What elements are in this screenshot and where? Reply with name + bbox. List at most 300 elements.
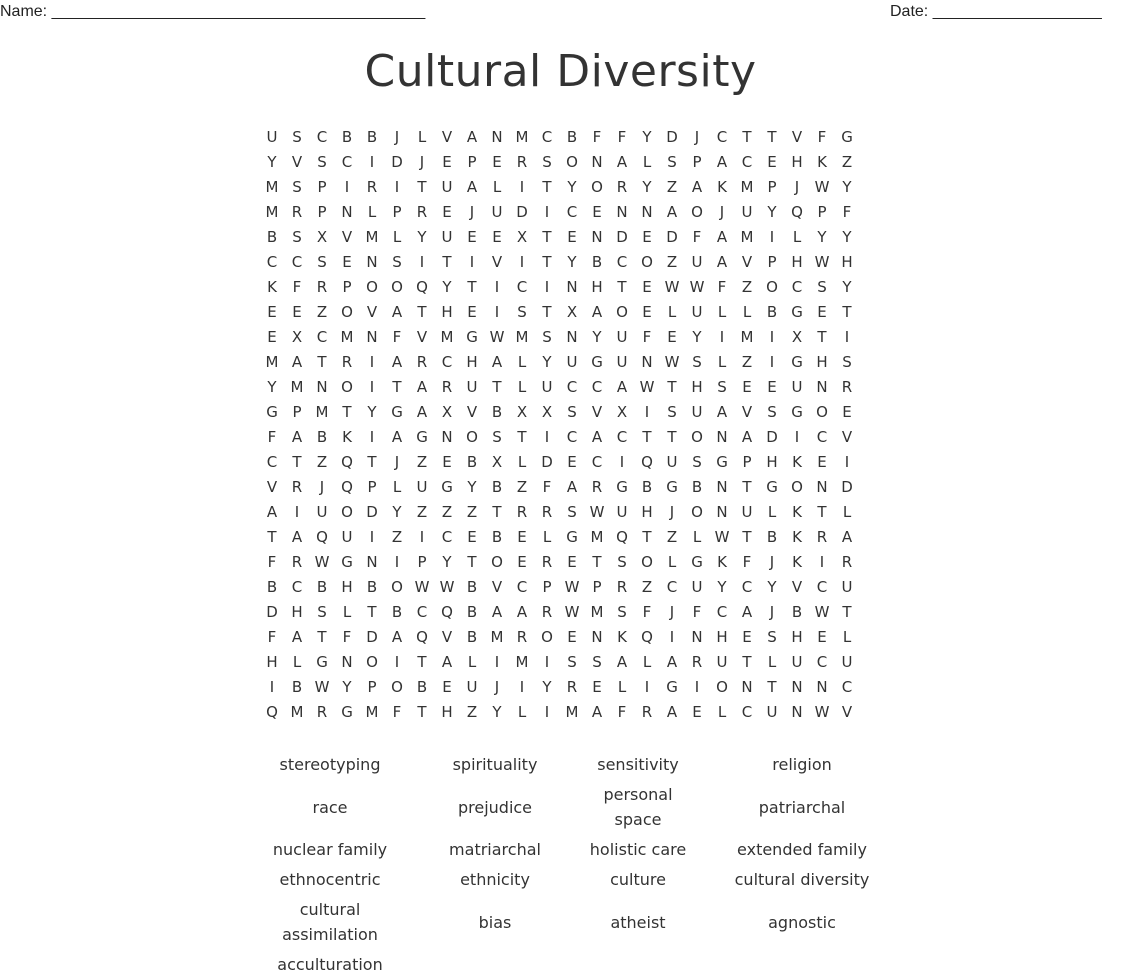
grid-letter: M: [265, 178, 279, 196]
grid-letter: T: [417, 653, 427, 671]
grid-letter: R: [541, 503, 553, 521]
grid-letter: E: [642, 278, 652, 296]
grid-letter: E: [817, 628, 827, 646]
grid-letter: P: [367, 478, 377, 496]
grid-letter: G: [441, 478, 453, 496]
grid-letter: Q: [266, 703, 278, 721]
grid-letter: G: [791, 403, 803, 421]
grid-letter: B: [416, 678, 428, 696]
grid-letter: Y: [492, 703, 502, 721]
word-list-item: extended family: [737, 839, 867, 859]
grid-letter: Z: [466, 503, 478, 521]
grid-letter: E: [517, 528, 527, 546]
grid-letter: I: [419, 253, 425, 271]
grid-letter: I: [394, 553, 400, 571]
grid-letter: T: [817, 328, 827, 346]
grid-letter: Y: [342, 678, 352, 696]
grid-letter: Y: [367, 403, 377, 421]
grid-letter: D: [266, 603, 278, 621]
word-list-item: cultural diversity: [734, 869, 870, 889]
grid-letter: E: [842, 403, 852, 421]
grid-letter: A: [741, 428, 753, 446]
grid-letter: N: [741, 678, 753, 696]
grid-letter: E: [642, 303, 652, 321]
grid-letter: F: [642, 603, 652, 621]
grid-letter: L: [542, 528, 552, 546]
date-field[interactable]: Date: ___________________: [890, 3, 1102, 20]
grid-letter: E: [492, 228, 502, 246]
grid-letter: L: [342, 603, 352, 621]
grid-letter: R: [816, 528, 828, 546]
grid-letter: W: [489, 328, 505, 346]
grid-letter: V: [441, 628, 453, 646]
grid-letter: A: [741, 603, 753, 621]
grid-letter: N: [591, 628, 603, 646]
grid-letter: I: [669, 628, 675, 646]
grid-letter: V: [491, 578, 503, 596]
grid-letter: B: [466, 453, 478, 471]
grid-letter: K: [792, 503, 802, 521]
grid-letter: R: [641, 703, 653, 721]
grid-letter: I: [844, 453, 850, 471]
grid-letter: H: [466, 353, 478, 371]
grid-letter: T: [317, 353, 327, 371]
grid-letter: R: [316, 703, 328, 721]
grid-letter: P: [342, 278, 352, 296]
grid-letter: Y: [817, 228, 827, 246]
grid-letter: B: [766, 528, 778, 546]
grid-letter: V: [741, 403, 753, 421]
grid-letter: G: [666, 678, 678, 696]
grid-letter: W: [814, 253, 830, 271]
grid-letter: D: [366, 503, 378, 521]
grid-letter: Y: [842, 278, 852, 296]
grid-letter: H: [791, 153, 803, 171]
grid-letter: B: [466, 628, 478, 646]
grid-letter: O: [591, 178, 603, 196]
grid-letter: S: [292, 178, 302, 196]
grid-letter: M: [340, 328, 354, 346]
grid-letter: N: [366, 253, 378, 271]
grid-letter: J: [794, 178, 800, 196]
grid-letter: C: [741, 153, 753, 171]
grid-letter: C: [816, 653, 828, 671]
grid-letter: I: [544, 278, 550, 296]
grid-letter: A: [391, 353, 403, 371]
grid-letter: Y: [542, 678, 552, 696]
grid-letter: Z: [666, 253, 678, 271]
grid-letter: M: [365, 228, 379, 246]
grid-letter: I: [844, 328, 850, 346]
word-list-item: religion: [772, 754, 832, 774]
grid-letter: Q: [341, 453, 353, 471]
grid-letter: O: [641, 253, 653, 271]
grid-letter: O: [691, 203, 703, 221]
grid-letter: V: [491, 253, 503, 271]
grid-letter: I: [269, 678, 275, 696]
grid-letter: L: [517, 353, 527, 371]
grid-letter: H: [266, 653, 278, 671]
grid-letter: U: [841, 578, 853, 596]
grid-letter: C: [566, 428, 578, 446]
grid-letter: X: [541, 403, 553, 421]
name-field[interactable]: Name: __________________________________________: [0, 3, 426, 20]
grid-letter: U: [791, 653, 803, 671]
grid-letter: L: [717, 303, 727, 321]
grid-letter: S: [692, 353, 702, 371]
grid-letter: T: [517, 428, 527, 446]
grid-letter: L: [392, 228, 402, 246]
grid-letter: N: [791, 703, 803, 721]
word-list-item: prejudice: [457, 797, 533, 817]
grid-letter: N: [441, 428, 453, 446]
grid-letter: W: [664, 353, 680, 371]
grid-letter: C: [291, 578, 303, 596]
grid-letter: P: [317, 203, 327, 221]
grid-letter: S: [567, 503, 577, 521]
word-list-item: culture: [610, 869, 666, 889]
grid-letter: V: [791, 128, 803, 146]
grid-letter: O: [391, 278, 403, 296]
grid-letter: T: [467, 553, 477, 571]
grid-letter: F: [717, 278, 727, 296]
grid-letter: N: [591, 153, 603, 171]
word-list-item: agnostic: [768, 912, 836, 932]
grid-letter: Y: [767, 203, 777, 221]
grid-letter: X: [616, 403, 628, 421]
grid-letter: A: [266, 503, 278, 521]
grid-letter: D: [841, 478, 853, 496]
grid-letter: U: [791, 378, 803, 396]
grid-letter: A: [616, 378, 628, 396]
grid-letter: B: [266, 228, 278, 246]
grid-letter: F: [392, 703, 402, 721]
grid-letter: A: [616, 153, 628, 171]
grid-letter: G: [341, 703, 353, 721]
grid-letter: Y: [267, 153, 277, 171]
grid-letter: I: [544, 428, 550, 446]
grid-letter: P: [467, 153, 477, 171]
grid-letter: Q: [441, 603, 453, 621]
grid-letter: U: [441, 178, 453, 196]
grid-letter: L: [717, 353, 727, 371]
grid-letter: S: [667, 403, 677, 421]
word-list-item: ethnicity: [460, 869, 530, 889]
grid-letter: F: [542, 478, 552, 496]
grid-letter: J: [394, 128, 400, 146]
grid-letter: P: [767, 253, 777, 271]
grid-letter: T: [417, 178, 427, 196]
grid-letter: T: [267, 528, 277, 546]
grid-letter: W: [639, 378, 655, 396]
grid-letter: T: [842, 303, 852, 321]
grid-letter: E: [292, 303, 302, 321]
grid-letter: J: [769, 553, 775, 571]
grid-letter: R: [841, 378, 853, 396]
grid-letter: T: [767, 678, 777, 696]
grid-letter: E: [267, 328, 277, 346]
grid-letter: I: [719, 328, 725, 346]
grid-letter: C: [791, 278, 803, 296]
grid-letter: A: [491, 353, 503, 371]
grid-letter: W: [564, 578, 580, 596]
grid-letter: S: [842, 353, 852, 371]
grid-letter: U: [691, 578, 703, 596]
grid-letter: P: [392, 203, 402, 221]
grid-letter: E: [267, 303, 277, 321]
grid-letter: W: [314, 678, 330, 696]
grid-letter: O: [391, 578, 403, 596]
word-list-item: matriarchal: [449, 839, 541, 859]
grid-letter: F: [592, 128, 602, 146]
grid-letter: Z: [416, 503, 428, 521]
grid-letter: I: [519, 178, 525, 196]
grid-letter: F: [642, 328, 652, 346]
grid-letter: R: [566, 678, 578, 696]
grid-letter: B: [791, 603, 803, 621]
grid-letter: F: [342, 628, 352, 646]
word-list-item: sensitivity: [597, 754, 679, 774]
grid-letter: P: [367, 678, 377, 696]
grid-letter: A: [841, 528, 853, 546]
grid-letter: S: [517, 303, 527, 321]
grid-letter: Z: [641, 578, 653, 596]
grid-letter: G: [666, 478, 678, 496]
grid-letter: C: [266, 453, 278, 471]
grid-letter: A: [466, 178, 478, 196]
grid-letter: O: [616, 303, 628, 321]
grid-letter: A: [616, 653, 628, 671]
grid-letter: T: [367, 603, 377, 621]
grid-letter: V: [841, 428, 853, 446]
grid-letter: H: [791, 253, 803, 271]
grid-letter: S: [392, 253, 402, 271]
grid-letter: L: [517, 453, 527, 471]
grid-letter: N: [691, 628, 703, 646]
grid-letter: G: [316, 653, 328, 671]
grid-letter: T: [342, 403, 352, 421]
grid-letter: A: [291, 528, 303, 546]
grid-letter: J: [769, 603, 775, 621]
grid-letter: K: [342, 428, 352, 446]
grid-letter: C: [741, 703, 753, 721]
grid-letter: F: [842, 203, 852, 221]
grid-letter: O: [816, 403, 828, 421]
grid-letter: M: [265, 353, 279, 371]
grid-letter: A: [291, 353, 303, 371]
grid-letter: B: [466, 578, 478, 596]
grid-letter: C: [591, 453, 603, 471]
grid-letter: H: [716, 628, 728, 646]
word-list-item: holistic care: [589, 839, 687, 859]
word-list-item: stereotyping: [279, 754, 381, 774]
grid-letter: R: [516, 628, 528, 646]
grid-letter: A: [591, 303, 603, 321]
grid-letter: H: [591, 278, 603, 296]
grid-letter: U: [741, 203, 753, 221]
grid-letter: H: [791, 628, 803, 646]
grid-letter: B: [491, 528, 503, 546]
grid-letter: K: [792, 528, 802, 546]
grid-letter: O: [366, 278, 378, 296]
grid-letter: I: [694, 678, 700, 696]
grid-letter: M: [740, 228, 754, 246]
grid-letter: L: [792, 228, 802, 246]
grid-letter: P: [317, 178, 327, 196]
grid-letter: C: [266, 253, 278, 271]
grid-letter: R: [316, 278, 328, 296]
grid-letter: L: [667, 553, 677, 571]
grid-letter: O: [341, 503, 353, 521]
grid-letter: C: [441, 353, 453, 371]
grid-letter: T: [317, 628, 327, 646]
grid-letter: J: [469, 203, 475, 221]
grid-letter: M: [365, 703, 379, 721]
grid-letter: L: [767, 503, 777, 521]
grid-letter: B: [466, 603, 478, 621]
grid-letter: C: [566, 378, 578, 396]
grid-letter: R: [516, 503, 528, 521]
grid-letter: Q: [416, 628, 428, 646]
grid-letter: P: [767, 178, 777, 196]
grid-letter: R: [366, 178, 378, 196]
grid-letter: I: [369, 428, 375, 446]
grid-letter: N: [591, 228, 603, 246]
grid-letter: O: [341, 303, 353, 321]
grid-letter: N: [566, 278, 578, 296]
grid-letter: I: [794, 428, 800, 446]
grid-letter: E: [467, 228, 477, 246]
grid-letter: T: [492, 378, 502, 396]
grid-letter: E: [817, 303, 827, 321]
grid-letter: I: [769, 353, 775, 371]
grid-letter: M: [740, 178, 754, 196]
grid-letter: O: [341, 378, 353, 396]
grid-letter: O: [641, 553, 653, 571]
grid-letter: J: [719, 203, 725, 221]
grid-letter: O: [541, 628, 553, 646]
grid-letter: C: [516, 278, 528, 296]
grid-letter: Y: [642, 178, 652, 196]
grid-letter: S: [317, 603, 327, 621]
grid-letter: S: [542, 328, 552, 346]
grid-letter: Y: [467, 478, 477, 496]
grid-letter: W: [714, 528, 730, 546]
grid-letter: H: [291, 603, 303, 621]
grid-letter: S: [492, 428, 502, 446]
grid-letter: M: [515, 653, 529, 671]
grid-letter: L: [517, 378, 527, 396]
grid-letter: N: [366, 553, 378, 571]
grid-letter: C: [616, 428, 628, 446]
grid-letter: U: [466, 678, 478, 696]
grid-letter: H: [766, 453, 778, 471]
grid-letter: U: [766, 703, 778, 721]
grid-letter: G: [266, 403, 278, 421]
grid-letter: I: [419, 528, 425, 546]
grid-letter: S: [292, 128, 302, 146]
grid-letter: B: [491, 478, 503, 496]
grid-letter: X: [791, 328, 803, 346]
grid-letter: X: [291, 328, 303, 346]
grid-letter: X: [516, 228, 528, 246]
grid-letter: E: [667, 328, 677, 346]
grid-letter: U: [841, 653, 853, 671]
grid-letter: U: [566, 353, 578, 371]
grid-letter: G: [766, 478, 778, 496]
grid-letter: L: [842, 628, 852, 646]
grid-letter: S: [717, 378, 727, 396]
grid-letter: I: [494, 303, 500, 321]
grid-letter: L: [842, 503, 852, 521]
grid-letter: E: [442, 153, 452, 171]
grid-letter: R: [441, 378, 453, 396]
grid-letter: T: [542, 303, 552, 321]
grid-letter: T: [617, 278, 627, 296]
page-title: Cultural Diversity: [364, 46, 757, 97]
grid-letter: C: [616, 253, 628, 271]
grid-letter: C: [441, 528, 453, 546]
grid-letter: Q: [641, 628, 653, 646]
grid-letter: T: [742, 478, 752, 496]
grid-letter: R: [291, 478, 303, 496]
word-list-item: race: [312, 797, 348, 817]
grid-letter: L: [392, 478, 402, 496]
grid-letter: C: [316, 328, 328, 346]
grid-letter: Z: [466, 703, 478, 721]
grid-letter: G: [466, 328, 478, 346]
grid-letter: B: [566, 128, 578, 146]
grid-letter: Q: [641, 453, 653, 471]
grid-letter: B: [316, 428, 328, 446]
grid-letter: I: [519, 678, 525, 696]
grid-letter: T: [767, 128, 777, 146]
grid-letter: J: [419, 153, 425, 171]
grid-letter: Q: [416, 278, 428, 296]
grid-letter: B: [366, 128, 378, 146]
grid-letter: I: [394, 653, 400, 671]
grid-letter: U: [341, 528, 353, 546]
grid-letter: Y: [842, 178, 852, 196]
grid-letter: E: [467, 303, 477, 321]
grid-letter: A: [691, 178, 703, 196]
grid-letter: O: [391, 678, 403, 696]
grid-letter: R: [541, 603, 553, 621]
grid-letter: M: [565, 703, 579, 721]
grid-letter: A: [416, 403, 428, 421]
grid-letter: M: [590, 528, 604, 546]
grid-letter: E: [567, 628, 577, 646]
grid-letter: O: [716, 678, 728, 696]
grid-letter: G: [391, 403, 403, 421]
grid-letter: T: [667, 378, 677, 396]
grid-letter: D: [366, 628, 378, 646]
grid-letter: V: [841, 703, 853, 721]
grid-letter: F: [692, 603, 702, 621]
grid-letter: F: [817, 128, 827, 146]
grid-letter: U: [741, 503, 753, 521]
grid-letter: E: [442, 453, 452, 471]
grid-letter: E: [767, 153, 777, 171]
grid-letter: L: [642, 653, 652, 671]
grid-letter: K: [617, 628, 627, 646]
word-list-item: ethnocentric: [279, 869, 381, 889]
grid-letter: B: [341, 128, 353, 146]
word-list-item: cultural assimilation: [282, 900, 378, 944]
grid-letter: G: [791, 353, 803, 371]
grid-letter: U: [691, 403, 703, 421]
grid-letter: J: [394, 453, 400, 471]
